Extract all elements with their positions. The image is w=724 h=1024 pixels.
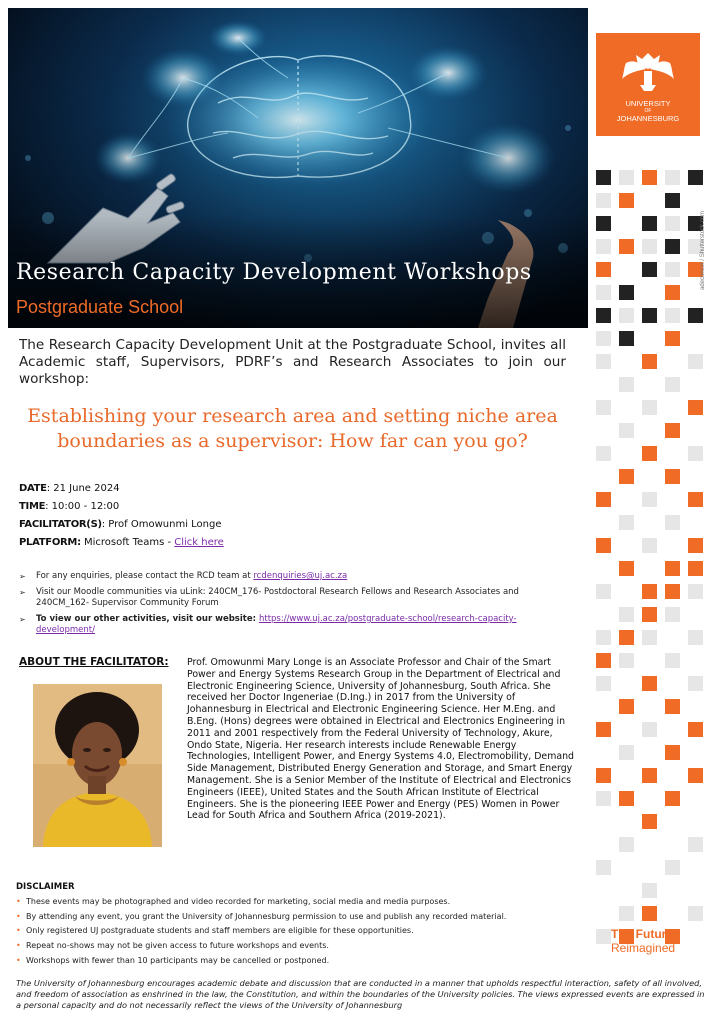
pattern-square — [596, 354, 611, 369]
pattern-square — [642, 239, 657, 254]
pattern-square — [688, 538, 703, 553]
pattern-square — [688, 170, 703, 185]
platform-row — [19, 537, 224, 548]
pattern-square — [596, 676, 611, 691]
pattern-square — [665, 561, 680, 576]
pattern-square — [665, 285, 680, 300]
workshop-title: Establishing your research area and setting niche area boundaries as a supervisor: How far can you go? — [27, 405, 558, 452]
hero-subtitle: Postgraduate School — [16, 297, 184, 317]
pattern-square — [642, 262, 657, 277]
intro-paragraph: The Research Capacity Development Unit at the Postgraduate School, invites all Academic staff, Supervisors, PDRF’s and Research Associates to join our workshop: — [19, 337, 566, 387]
pattern-square — [596, 331, 611, 346]
tagline-line-1: The Future — [611, 927, 673, 941]
pattern-square — [642, 446, 657, 461]
bullet-icon: • — [16, 926, 21, 936]
pattern-square — [688, 584, 703, 599]
pattern-square — [596, 216, 611, 231]
pattern-square — [665, 699, 680, 714]
pattern-square — [619, 377, 634, 392]
pattern-square — [665, 653, 680, 668]
date-row — [19, 483, 120, 494]
pattern-square — [596, 538, 611, 553]
pattern-square — [619, 331, 634, 346]
university-wordmark — [596, 99, 700, 123]
pattern-square — [665, 607, 680, 622]
pattern-square — [642, 538, 657, 553]
pattern-square — [596, 768, 611, 783]
pattern-square — [642, 814, 657, 829]
pattern-square — [596, 400, 611, 415]
bullet-icon: • — [16, 955, 21, 965]
pattern-square — [642, 216, 657, 231]
time-label: TIME — [19, 501, 46, 512]
pattern-square — [642, 676, 657, 691]
tagline-line-2: Reimagined — [611, 941, 676, 955]
pattern-square — [619, 469, 634, 484]
platform-value: Microsoft Teams - — [80, 537, 175, 548]
facilitator-photo — [33, 684, 162, 847]
list-item: • Only registered UJ postgraduate students and staff members are eligible for these opportunities. — [16, 924, 576, 939]
pattern-square — [665, 170, 680, 185]
pattern-square — [642, 584, 657, 599]
pattern-square — [688, 354, 703, 369]
facilitator-row — [19, 519, 222, 530]
pattern-square — [596, 285, 611, 300]
pattern-square — [642, 630, 657, 645]
pattern-square — [619, 308, 634, 323]
pattern-square — [642, 768, 657, 783]
info-item-moodle: ➢ Visit our Moodle communities via uLink: 240CM_176- Postdoctoral Research Fellows and Research Associates and 240CM_162- Supervisor Community Forum — [19, 587, 519, 608]
pattern-square — [688, 400, 703, 415]
pattern-square — [665, 791, 680, 806]
arrow-bullet-icon: ➢ — [19, 572, 26, 581]
pattern-square — [619, 193, 634, 208]
pattern-square — [665, 515, 680, 530]
arrow-bullet-icon: ➢ — [19, 588, 26, 597]
pattern-square — [619, 630, 634, 645]
pattern-square — [688, 446, 703, 461]
pattern-square — [665, 860, 680, 875]
pattern-square — [619, 515, 634, 530]
pattern-square — [619, 607, 634, 622]
pattern-square — [619, 170, 634, 185]
facilitator-value: : Prof Omowunmi Longe — [101, 519, 222, 530]
platform-label: PLATFORM: — [19, 537, 81, 548]
pattern-square — [596, 791, 611, 806]
bullet-icon: • — [16, 941, 21, 951]
facilitator-label: FACILITATOR(S) — [19, 519, 102, 530]
pattern-square — [642, 492, 657, 507]
pattern-square — [619, 239, 634, 254]
pattern-square — [619, 653, 634, 668]
facilitator-bio: Prof. Omowunmi Mary Longe is an Associate Professor and Chair of the Smart Power and Energy Systems Research Group in the Department of Electrical and Electronic Engineering Science, University of Johannesburg, South Africa. She received her Doctor Ingeneriae (D.Ing.) in 2017 from the University of Johannesburg in Electrical and Electronic Engineering Science. Her M.Eng. and B.Eng. (Hons) degrees were obtained in Electrical and Electronics Engineering in 2011 and 2001 respectively from the Federal University of Technology, Akure, Ondo State, Nigeria. Her research interests include Renewable Energy Technologies, Intelligent Power, and Energy Systems 4.0, Electromobility, Demand Side Management, Distributed Energy Generation and Storage, and Smart Energy Management. She is a Senior Member of the Institute of Electrical and Electronics Engineers (IEEE), United States and the South African Institute of Electrical Engineers. She is the pioneering IEEE Power and Energy (PES) Women in Power Lead for South Africa and Southern Africa (2019-2021). — [187, 657, 574, 822]
pattern-square — [619, 791, 634, 806]
hero-banner — [8, 8, 588, 328]
pattern-square — [596, 492, 611, 507]
info-item-enquiries: ➢ For any enquiries, please contact the RCD team at rcdenquiries@uj.ac.za — [19, 571, 348, 581]
pattern-square — [688, 906, 703, 921]
teams-link[interactable]: Click here — [174, 537, 224, 548]
pattern-square — [596, 584, 611, 599]
pattern-square — [642, 906, 657, 921]
pattern-square — [596, 860, 611, 875]
university-logo — [596, 33, 700, 136]
disclaimer-heading: DISCLAIMER — [16, 882, 75, 892]
pattern-square — [596, 193, 611, 208]
pattern-square — [619, 423, 634, 438]
portrait-illustration — [33, 684, 162, 847]
list-item: • Workshops with fewer than 10 participants may be cancelled or postponed. — [16, 954, 576, 969]
pattern-square — [619, 561, 634, 576]
date-label: DATE — [19, 483, 47, 494]
pattern-square — [642, 400, 657, 415]
pattern-square — [619, 745, 634, 760]
pattern-square — [665, 469, 680, 484]
info-item-website: ➢ To view our other activities, visit our website: https://www.uj.ac.za/postgraduate-school/research-capacity-development/ — [19, 614, 517, 635]
pattern-square — [688, 768, 703, 783]
pattern-square — [596, 239, 611, 254]
pattern-square — [665, 262, 680, 277]
pattern-square — [665, 216, 680, 231]
pattern-square — [596, 722, 611, 737]
logo-line-university: UNIVERSITY — [625, 99, 671, 108]
pattern-square — [596, 262, 611, 277]
pattern-square — [665, 308, 680, 323]
time-row — [19, 501, 119, 512]
pattern-square — [665, 239, 680, 254]
pattern-square — [619, 837, 634, 852]
pattern-square — [619, 906, 634, 921]
list-item: • These events may be photographed and video recorded for marketing, social media and media purposes. — [16, 895, 576, 910]
list-item: • Repeat no-shows may not be given access to future workshops and events. — [16, 939, 576, 954]
pattern-square — [642, 354, 657, 369]
pattern-square — [688, 308, 703, 323]
disclaimer-list — [16, 895, 576, 969]
uj-crest-icon — [596, 33, 700, 99]
pattern-square — [688, 837, 703, 852]
pattern-square — [596, 308, 611, 323]
logo-line-of: OF — [644, 108, 652, 114]
date-value: : 21 June 2024 — [46, 483, 120, 494]
about-heading: ABOUT THE FACILITATOR: — [19, 656, 169, 668]
pattern-square — [619, 699, 634, 714]
bullet-icon: • — [16, 911, 21, 921]
pattern-square — [665, 377, 680, 392]
pattern-square — [665, 331, 680, 346]
bullet-icon: • — [16, 897, 21, 906]
list-item: • By attending any event, you grant the University of Johannesburg permission to use and publish any recorded material. — [16, 910, 576, 925]
hero-title: Research Capacity Development Workshops — [16, 260, 532, 285]
time-value: : 10:00 - 12:00 — [45, 501, 120, 512]
pattern-square — [642, 883, 657, 898]
pattern-square — [665, 193, 680, 208]
pattern-square — [596, 630, 611, 645]
pattern-square — [688, 630, 703, 645]
pattern-square — [642, 722, 657, 737]
pattern-square — [596, 446, 611, 461]
pattern-square — [665, 584, 680, 599]
email-link[interactable]: rcdenquiries@uj.ac.za — [253, 571, 348, 581]
pattern-square — [619, 285, 634, 300]
pattern-square — [596, 170, 611, 185]
pattern-square — [642, 607, 657, 622]
pattern-square — [596, 929, 611, 944]
tagline — [611, 927, 675, 955]
image-credit: adeconcet / Shutterstock.com — [700, 210, 706, 290]
pattern-square — [642, 170, 657, 185]
info-list — [19, 571, 569, 641]
arrow-bullet-icon: ➢ — [19, 615, 26, 624]
pattern-square — [688, 676, 703, 691]
pattern-square — [688, 722, 703, 737]
logo-line-johannesburg: JOHANNESBURG — [616, 114, 680, 123]
pattern-square — [665, 423, 680, 438]
pattern-square — [642, 308, 657, 323]
pattern-square — [688, 561, 703, 576]
pattern-square — [665, 745, 680, 760]
pattern-square — [596, 653, 611, 668]
pattern-square — [688, 492, 703, 507]
footer-disclaimer: The University of Johannesburg encourages academic debate and discussion that are conducted in a manner that upholds respectful interaction, safety of all involved, and freedom of association as enshrined in the law, the Constitution, and within the boundaries of the University policies. The views expressed events are expressed in a personal capacity and do not necessarily reflect the views of the University of Johannesburg — [16, 978, 705, 1011]
website-link[interactable]: https://www.uj.ac.za/postgraduate-school/research-capacity-development/ — [36, 614, 517, 635]
